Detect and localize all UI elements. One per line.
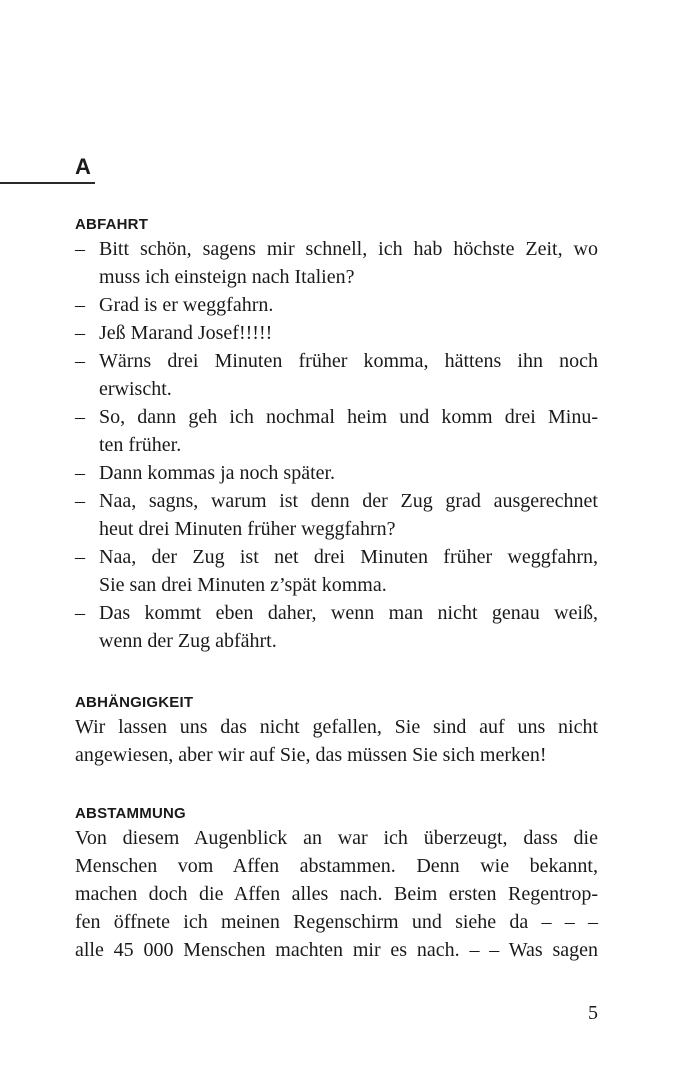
text-line: Naa, sagns, warum ist denn der Zug grad ausgerechnet	[99, 490, 598, 512]
section-divider-rule	[0, 182, 95, 184]
text-line: Grad is er weggfahrn.	[99, 294, 274, 316]
dialog-dash: –	[75, 322, 85, 344]
text-line: Dann kommas ja noch später.	[99, 462, 336, 484]
page-number: 5	[588, 1002, 598, 1024]
text-line: Von diesem Augenblick an war ich überzeugt, dass die	[75, 827, 598, 849]
dialog-dash: –	[75, 238, 85, 260]
dialog-line	[75, 319, 598, 347]
text-line: muss ich einsteign nach Italien?	[99, 266, 355, 288]
text-line: Wärns drei Minuten früher komma, hättens ihn noch	[99, 350, 598, 372]
text-line: angewiesen, aber wir auf Sie, das müssen Sie sich merken!	[75, 744, 547, 766]
dialog-dash: –	[75, 294, 85, 316]
text-line: So, dann geh ich nochmal heim und komm drei Minu-	[99, 406, 598, 428]
text-line: Bitt schön, sagens mir schnell, ich hab höchste Zeit, wo	[99, 238, 598, 260]
dialog-line	[75, 599, 598, 655]
entry-abstammung	[75, 804, 598, 964]
text-line: alle 45 000 Menschen machten mir es nach. – – Was sagen	[75, 939, 598, 961]
entry-heading-abfahrt: ABFAHRT	[75, 216, 149, 233]
dialog-line	[75, 543, 598, 599]
text-line: wenn der Zug abfährt.	[99, 630, 277, 652]
text-line: Naa, der Zug ist net drei Minuten früher weggfahrn,	[99, 546, 598, 568]
dialog-dash: –	[75, 406, 85, 428]
dialog-line	[75, 459, 598, 487]
text-line: machen doch die Affen alles nach. Beim ersten Regentrop-	[75, 883, 598, 905]
dialog-dash: –	[75, 462, 85, 484]
entry-abfahrt	[75, 215, 598, 655]
text-line: erwischt.	[99, 378, 172, 400]
entry-heading-abstammung: ABSTAMMUNG	[75, 805, 186, 822]
text-line: Das kommt eben daher, wenn man nicht genau weiß,	[99, 602, 598, 624]
text-line: Wir lassen uns das nicht gefallen, Sie sind auf uns nicht	[75, 716, 598, 738]
dialog-line	[75, 235, 598, 291]
text-line: ten früher.	[99, 434, 182, 456]
dialog-line	[75, 487, 598, 543]
text-line: heut drei Minuten früher weggfahrn?	[99, 518, 396, 540]
dialog-dash: –	[75, 490, 85, 512]
text-line: Jeß Marand Josef!!!!!	[99, 322, 273, 344]
entry-abhaengigkeit	[75, 693, 598, 769]
dialog-dash: –	[75, 602, 85, 624]
text-line: Sie san drei Minuten z’spät komma.	[99, 574, 387, 596]
dialog-dash: –	[75, 350, 85, 372]
text-line: Menschen vom Affen abstammen. Denn wie bekannt,	[75, 855, 598, 877]
text-line: fen öffnete ich meinen Regenschirm und siehe da – – –	[75, 911, 598, 933]
dialog-line	[75, 403, 598, 459]
dialog-line	[75, 291, 598, 319]
dialog-line	[75, 347, 598, 403]
entry-heading-abhaengigkeit: ABHÄNGIGKEIT	[75, 694, 194, 711]
dialog-dash: –	[75, 546, 85, 568]
section-letter: A	[75, 154, 91, 179]
